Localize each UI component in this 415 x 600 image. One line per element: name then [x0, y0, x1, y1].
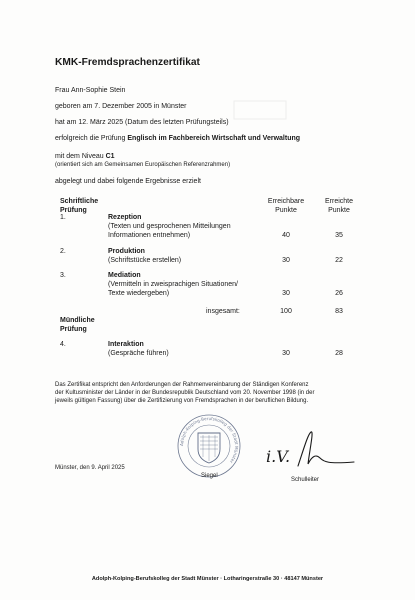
row-max: 30: [282, 290, 290, 297]
col-achieved-header: [309, 197, 369, 215]
oral-heading: [60, 316, 95, 334]
page-title: KMK-Fremdsprachenzertifikat: [55, 57, 200, 68]
row-name: Interaktion: [108, 341, 144, 348]
row-max: 40: [282, 232, 290, 239]
table-row-num: 4.: [60, 341, 66, 348]
row-name: Produktion: [108, 248, 145, 255]
written-heading-line1: Schriftliche: [60, 198, 99, 205]
total-label: insgesamt:: [206, 308, 240, 315]
row-max: 30: [282, 257, 290, 264]
page-footer: Adolph-Kolping-Berufskolleg der Stadt Münster · Lotharingerstraße 30 · 48147 Münster: [91, 576, 324, 582]
col-achieved-line2: Punkte: [328, 207, 350, 214]
signer-role: Schulleiter: [291, 477, 320, 483]
level-value: C1: [105, 153, 115, 160]
row-desc: Texte wiedergeben): [108, 290, 170, 297]
row-name: Mediation: [108, 272, 141, 279]
row-desc: (Gespräche führen): [108, 350, 169, 357]
place-date: Münster, den 9. April 2025: [55, 465, 125, 471]
col-reachable-line2: Punkte: [275, 207, 297, 214]
col-reachable-header: [256, 197, 316, 215]
legal-paragraph: [55, 381, 314, 406]
row-desc: (Texten und gesprochenen Mitteilungen: [108, 223, 231, 230]
exam-subject: Englisch im Fachbereich Wirtschaft und Verwaltung: [127, 135, 301, 142]
total-score: 83: [335, 308, 343, 315]
exam-line: [55, 134, 300, 143]
row-score: 26: [335, 290, 343, 297]
school-seal: [176, 413, 242, 479]
col-achieved-line1: Erreichte: [324, 198, 353, 205]
table-row-subject: [108, 271, 238, 298]
exam-date: hat am 12. März 2025 (Datum des letzten Prüfungsteils): [55, 119, 229, 126]
legal-line: der Kultusminister der Länder in der Bundesrepublik Deutschland vom 20. November 1998 (in der: [55, 390, 315, 397]
level-prefix: mit dem Niveau: [55, 153, 106, 160]
seal-ring-text: Adolph-Kolping-Berufskolleg der Stadt Münster: [178, 415, 240, 465]
legal-line: Das Zertifikat entspricht den Anforderungen der Rahmenvereinbarung der Ständigen Konferenz: [55, 382, 309, 388]
row-desc: (Schriftstücke erstellen): [108, 257, 182, 264]
handwritten-signature: [264, 428, 360, 476]
row-score: 22: [335, 257, 343, 264]
table-row-num: 2.: [60, 248, 66, 255]
watermark-graphic: [230, 95, 290, 125]
row-max: 30: [282, 350, 290, 357]
level-line: [55, 152, 115, 161]
seal-label: Siegel: [201, 473, 218, 479]
birth-info: geboren am 7. Dezember 2005 in Münster: [55, 103, 187, 110]
recipient-name: Frau Ann-Sophie Stein: [55, 87, 126, 94]
table-row-num: 3.: [60, 272, 66, 279]
table-row-subject: [108, 247, 181, 265]
total-max: 100: [280, 308, 292, 315]
col-reachable-line1: Erreichbare: [267, 198, 305, 205]
table-row-num: 1.: [60, 214, 66, 221]
table-row-subject: [108, 213, 231, 240]
row-desc: Informationen entnehmen): [108, 232, 191, 239]
row-score: 35: [335, 232, 343, 239]
legal-line: jeweils gültigen Fassung) über die Zertifizierung von Fremdsprachen in der beruflichen Bildung.: [55, 398, 309, 405]
oral-heading-line2: Prüfung: [60, 326, 87, 333]
table-row-subject: [108, 340, 169, 358]
results-intro: abgelegt und dabei folgende Ergebnisse erzielt: [55, 178, 201, 185]
watermark: [230, 95, 290, 127]
oral-heading-line1: Mündliche: [60, 317, 95, 324]
row-score: 28: [335, 350, 343, 357]
exam-prefix: erfolgreich die Prüfung: [55, 135, 128, 142]
written-heading-line2: Prüfung: [60, 207, 87, 214]
row-desc: (Vermitteln in zweisprachigen Situationen/: [108, 281, 238, 288]
level-note: (orientiert sich am Gemeinsamen Europäischen Referenzrahmen): [55, 162, 231, 168]
signature-text: i.V.: [266, 447, 291, 466]
row-name: Rezeption: [108, 214, 142, 221]
